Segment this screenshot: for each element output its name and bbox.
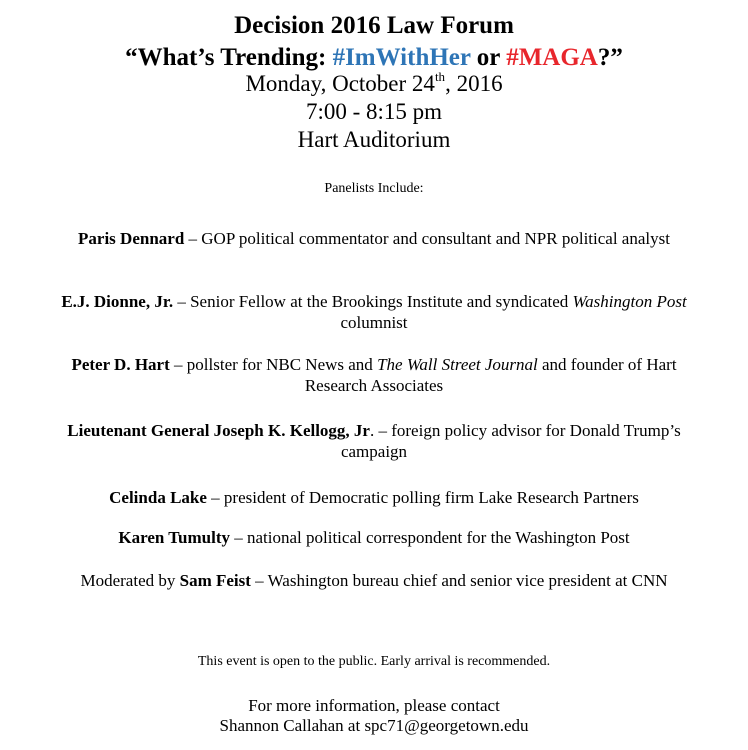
panelist-name: Celinda Lake (109, 488, 207, 507)
panelist-entry (40, 354, 708, 396)
moderator-entry (40, 570, 708, 591)
panelist-description: – Senior Fellow at the Brookings Institute and syndicated (173, 292, 573, 311)
moderator-prefix: Moderated by (80, 571, 180, 590)
event-title: Decision 2016 Law Forum (234, 12, 514, 39)
panelist-description-after: columnist (340, 313, 408, 332)
panelist-name: Lieutenant General Joseph K. Kellogg, Jr (67, 421, 370, 440)
panelist-publication: Washington Post (572, 292, 687, 311)
hashtag-maga: #MAGA (506, 44, 598, 71)
panelist-entry (40, 228, 708, 249)
panelist-name: Karen Tumulty (118, 528, 230, 547)
panelist-name: Peter D. Hart (71, 355, 170, 374)
panelist-description: – national political correspondent for the Washington Post (230, 528, 630, 547)
panelist-description: – pollster for NBC News and (169, 355, 378, 374)
subtitle-mid: or (470, 44, 507, 71)
event-time: 7:00 - 8:15 pm (305, 99, 443, 124)
subtitle-close: ?” (597, 44, 623, 71)
public-notice: This event is open to the public. Early arrival is recommended. (197, 654, 551, 669)
moderator-name: Sam Feist (179, 571, 251, 590)
panelist-entry (40, 420, 708, 462)
panelist-description: . – foreign policy advisor for Donald Trump’s campaign (340, 421, 681, 461)
contact-info (0, 696, 748, 736)
panelists-heading: Panelists Include: (324, 181, 424, 196)
contact-line: For more information, please contact (248, 696, 500, 715)
panelist-publication: The Wall Street Journal (377, 355, 538, 374)
panelist-name: Paris Dennard (78, 229, 185, 248)
date-suffix: th (434, 69, 446, 84)
subtitle-open: “What’s Trending: (125, 44, 333, 71)
event-venue: Hart Auditorium (297, 127, 451, 152)
moderator-description: – Washington bureau chief and senior vice president at CNN (250, 571, 668, 590)
panelist-entry (40, 487, 708, 508)
date-main: Monday, October 24 (245, 71, 435, 96)
panelist-description: – GOP political commentator and consultant and NPR political analyst (184, 229, 670, 248)
contact-email-line: Shannon Callahan at spc71@georgetown.edu (219, 716, 529, 735)
panelist-name: E.J. Dionne, Jr. (61, 292, 174, 311)
panelist-entry (40, 527, 708, 548)
hashtag-imwithher: #ImWithHer (332, 44, 471, 71)
panelist-description: – president of Democratic polling firm Lake Research Partners (206, 488, 639, 507)
panelist-entry (40, 291, 708, 333)
date-year: , 2016 (445, 71, 503, 96)
panelist-description-after: and founder of Hart Research Associates (304, 355, 677, 395)
